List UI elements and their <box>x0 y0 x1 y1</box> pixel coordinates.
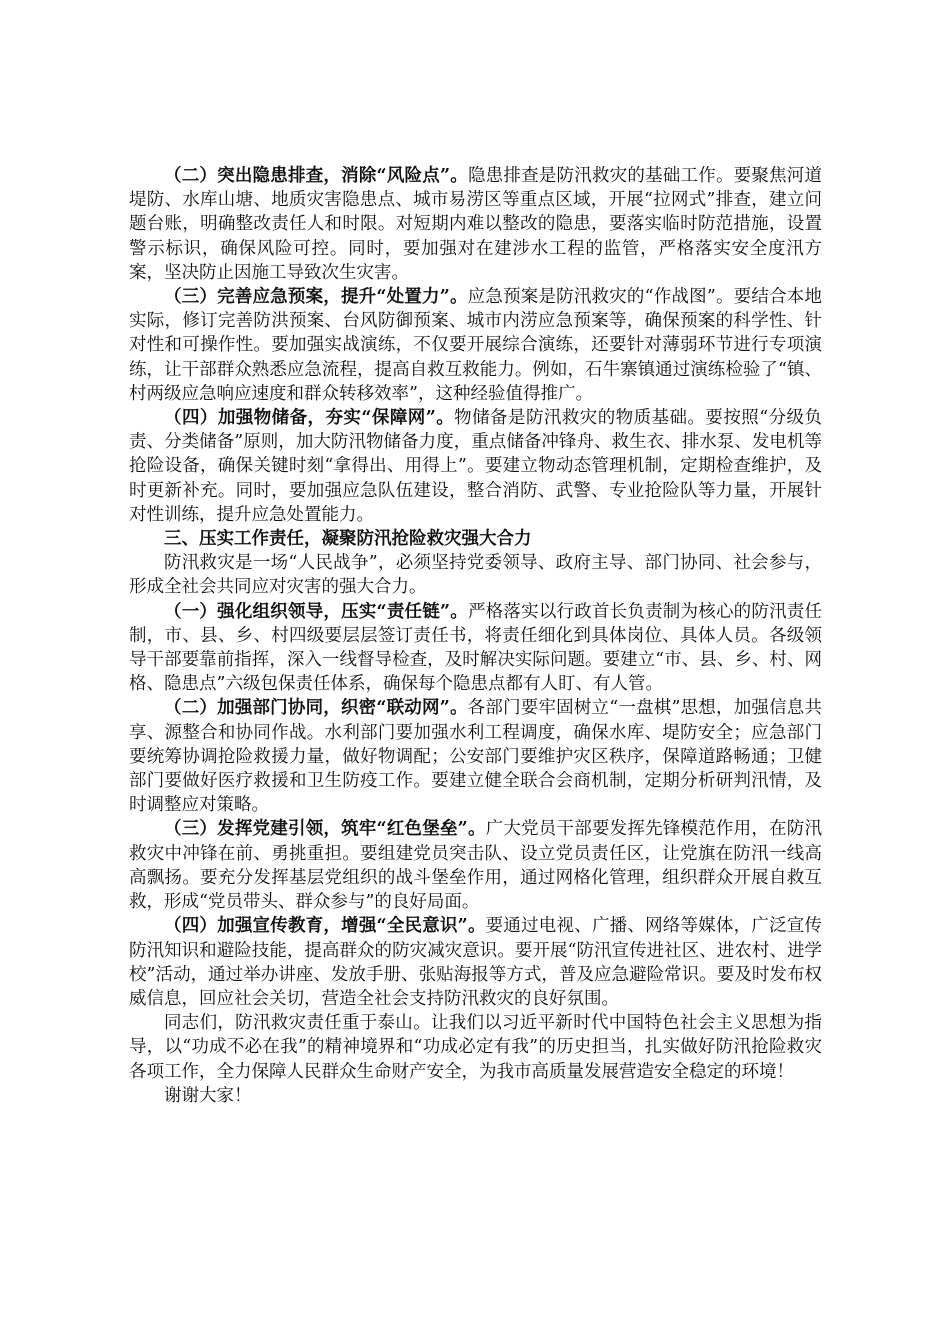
paragraph-organization-leadership <box>129 600 822 697</box>
thanks-line: 谢谢大家！ <box>164 1085 252 1106</box>
paragraph-text: 隐患排查是防汛救灾的基础工作。要聚焦河道堤防、水库山塘、地质灾害隐患点、城市易涝区等重点区域，开展“拉网式”排查，建立问题台账，明确整改责任人和时限。对短期内难以整改的隐患，要落实临时防范措施，设置警示标识，确保风险可控。同时，要加强对在建涉水工程的监管，严格落实安全度汛方案，坚决防止因施工导致次生灾害。 <box>129 166 823 283</box>
paragraph-heading: （四）加强宣传教育，增强“全民意识”。 <box>164 916 486 937</box>
section-intro: 防汛救灾是一场“人民战争”，必须坚持党委领导、政府主导、部门协同、社会参与，形成全社会共同应对灾害的强大合力。 <box>129 553 822 598</box>
paragraph-material-reserve <box>129 406 822 527</box>
paragraph-text: 各部门要牢固树立“一盘棋”思想，加强信息共享、源整合和协同作战。水利部门要加强水利工程调度，确保水库、堤防安全；应急部门要统筹协调抢险救援力量，做好物调配；公安部门要维护灾区秩序，保障道路畅通；卫健部门要做好医疗救援和卫生防疫工作。要建立健全联合会商机制，定期分析研判汛情，及时调整应对策略。 <box>129 698 822 816</box>
section-title: 三、压实工作责任，凝聚防汛抢险救灾强大合力 <box>164 529 532 550</box>
paragraph-text: 广大党员干部要发挥先锋模范作用，在防汛救灾中冲锋在前、勇挑重担。要组建党员突击队、设立党员责任区，让党旗在防汛一线高高飘扬。要充分发挥基层党组织的战斗堡垒作用，通过网格化管理，组织群众开展自救互救，形成“党员带头、群众参与”的良好局面。 <box>129 819 822 913</box>
paragraph-heading: （一）强化组织领导，压实“责任链”。 <box>164 601 468 622</box>
paragraph-heading: （二）突出隐患排查，消除“风险点”。 <box>164 166 468 186</box>
paragraph-hazard-inspection <box>129 164 822 285</box>
paragraph-text: 严格落实以行政首长负责制为核心的防汛责任制，市、县、乡、村四级要层层签订责任书，将责任细化到具体岗位、具体人员。各级领导干部要靠前指挥，深入一线督导检查，及时解决实际问题。要建立“市、县、乡、村、网格、隐患点”六级包保责任体系，确保每个隐患点都有人盯、有人管。 <box>129 601 823 695</box>
closing-paragraph: 同志们，防汛救灾责任重于泰山。让我们以习近平新时代中国特色社会主义思想为指导，以“功成不必在我”的精神境界和“功成必定有我”的历史担当，扎实做好防汛抢险救灾各项工作，全力保障人民群众生命财产安全，为我市高质量发展营造安全稳定的环境！ <box>129 1013 822 1082</box>
paragraph-department-coordination <box>129 696 822 817</box>
paragraph-heading: （三）完善应急预案，提升“处置力”。 <box>164 287 468 308</box>
paragraph-party-building <box>129 817 822 914</box>
paragraph-text: 物储备是防汛救灾的物质基础。要按照“分级负责、分类储备”原则，加大防汛物储备力度，重点储备冲锋舟、救生衣、排水泵、发电机等抢险设备，确保关键时刻“拿得出、用得上”。要建立物动态管理机制，定期检查维护，及时更新补充。同时，要加强应急队伍建设，整合消防、武警、专业抢险队等力量，开展针对性训练，提升应急处置能力。 <box>129 408 822 525</box>
document-body <box>129 164 822 1108</box>
paragraph-heading: （四）加强物储备，夯实“保障网”。 <box>164 408 455 429</box>
paragraph-emergency-plan <box>129 285 822 406</box>
paragraph-text: 要通过电视、广播、网络等媒体，广泛宣传防汛知识和避险技能，提高群众的防灾减灾意识。要开展“防汛宣传进社区、进农村、进学校”活动，通过举办讲座、发放手册、张贴海报等方式，普及应急避险常识。要及时发布权威信息，回应社会关切，营造全社会支持防汛救灾的良好氛围。 <box>129 916 822 1009</box>
paragraph-publicity-education <box>129 914 822 1011</box>
paragraph-text: 应急预案是防汛救灾的“作战图”。要结合本地实际，修订完善防洪预案、台风防御预案、城市内涝应急预案等，确保预案的科学性、针对性和可操作性。要加强实战演练，不仅要开展综合演练，还要针对薄弱环节进行专项演练，让干部群众熟悉应急流程，提高自救互救能力。例如，石牛寨镇通过演练检验了“镇、村两级应急响应速度和群众转移效率”，这种经验值得推广。 <box>129 287 822 404</box>
paragraph-heading: （二）加强部门协同，织密“联动网”。 <box>164 698 468 719</box>
paragraph-heading: （三）发挥党建引领，筑牢“红色堡垒”。 <box>164 819 486 840</box>
